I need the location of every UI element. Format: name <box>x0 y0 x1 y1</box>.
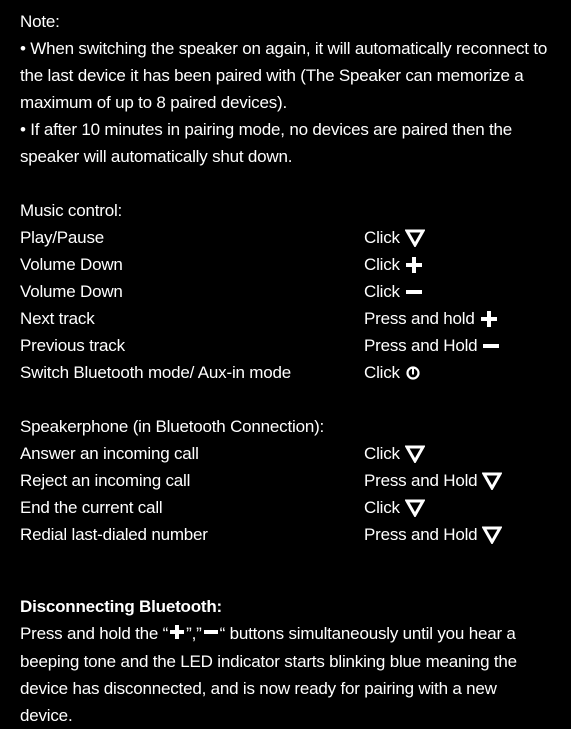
music-control-row-label: Volume Down <box>20 282 123 301</box>
note-title: Note: <box>20 12 60 31</box>
music-control-section <box>20 197 551 386</box>
triangle-down-icon <box>482 472 502 490</box>
triangle-down-icon <box>405 499 425 517</box>
note-bullet-2: • If after 10 minutes in pairing mode, no devices are paired then the speaker will automatically shut down. <box>20 120 513 166</box>
music-control-row-action: Click <box>364 359 421 386</box>
music-control-row-label: Play/Pause <box>20 228 104 247</box>
minus-icon <box>405 283 423 301</box>
speakerphone-row-label: Reject an incoming call <box>20 471 191 490</box>
music-control-row-label: Volume Down <box>20 255 123 274</box>
speakerphone-row-action: Click <box>364 494 425 521</box>
triangle-down-icon <box>482 526 502 544</box>
music-control-row-label: Switch Bluetooth mode/ Aux-in mode <box>20 363 292 382</box>
speakerphone-row <box>20 440 551 467</box>
disconnect-section <box>20 593 551 729</box>
music-control-row <box>20 224 551 251</box>
speakerphone-row-label: Answer an incoming call <box>20 444 199 463</box>
minus-icon <box>482 337 500 355</box>
speakerphone-row-action: Press and Hold <box>364 521 502 548</box>
music-control-row-action: Click <box>364 251 423 278</box>
triangle-down-icon <box>405 229 425 247</box>
music-control-row <box>20 251 551 278</box>
speakerphone-row <box>20 467 551 494</box>
music-control-row <box>20 359 551 386</box>
speakerphone-row-action: Press and Hold <box>364 467 502 494</box>
music-control-row <box>20 278 551 305</box>
music-control-heading: Music control: <box>20 201 123 220</box>
music-control-row-action: Click <box>364 278 423 305</box>
plus-icon <box>405 256 423 274</box>
speakerphone-heading: Speakerphone (in Bluetooth Connection): <box>20 417 325 436</box>
music-control-row-label: Next track <box>20 309 95 328</box>
plus-icon <box>169 621 185 648</box>
note-bullet-1: • When switching the speaker on again, it will automatically reconnect to the last device it has been paired with (The Speaker can memorize a maximum of up to 8 paired devices). <box>20 39 548 112</box>
note-section <box>20 8 551 170</box>
music-control-row <box>20 332 551 359</box>
disconnect-heading: Disconnecting Bluetooth: <box>20 597 223 616</box>
minus-icon <box>203 621 219 648</box>
speakerphone-row-action: Click <box>364 440 425 467</box>
music-control-row-action: Press and hold <box>364 305 498 332</box>
speakerphone-row-label: End the current call <box>20 498 163 517</box>
music-control-row <box>20 305 551 332</box>
plus-icon <box>480 310 498 328</box>
disconnect-text: Press and hold the “ ”,” “ buttons simultaneously until you hear a beeping tone and the LED indicator starts blinking blue meaning the device has disconnected, and is now ready for pairing with a new device. <box>20 620 551 729</box>
power-icon <box>405 365 421 381</box>
music-control-row-label: Previous track <box>20 336 125 355</box>
speakerphone-row <box>20 521 551 548</box>
music-control-row-action: Press and Hold <box>364 332 500 359</box>
speakerphone-row <box>20 494 551 521</box>
triangle-down-icon <box>405 445 425 463</box>
speakerphone-row-label: Redial last-dialed number <box>20 525 208 544</box>
speakerphone-section <box>20 413 551 548</box>
music-control-row-action: Click <box>364 224 425 251</box>
